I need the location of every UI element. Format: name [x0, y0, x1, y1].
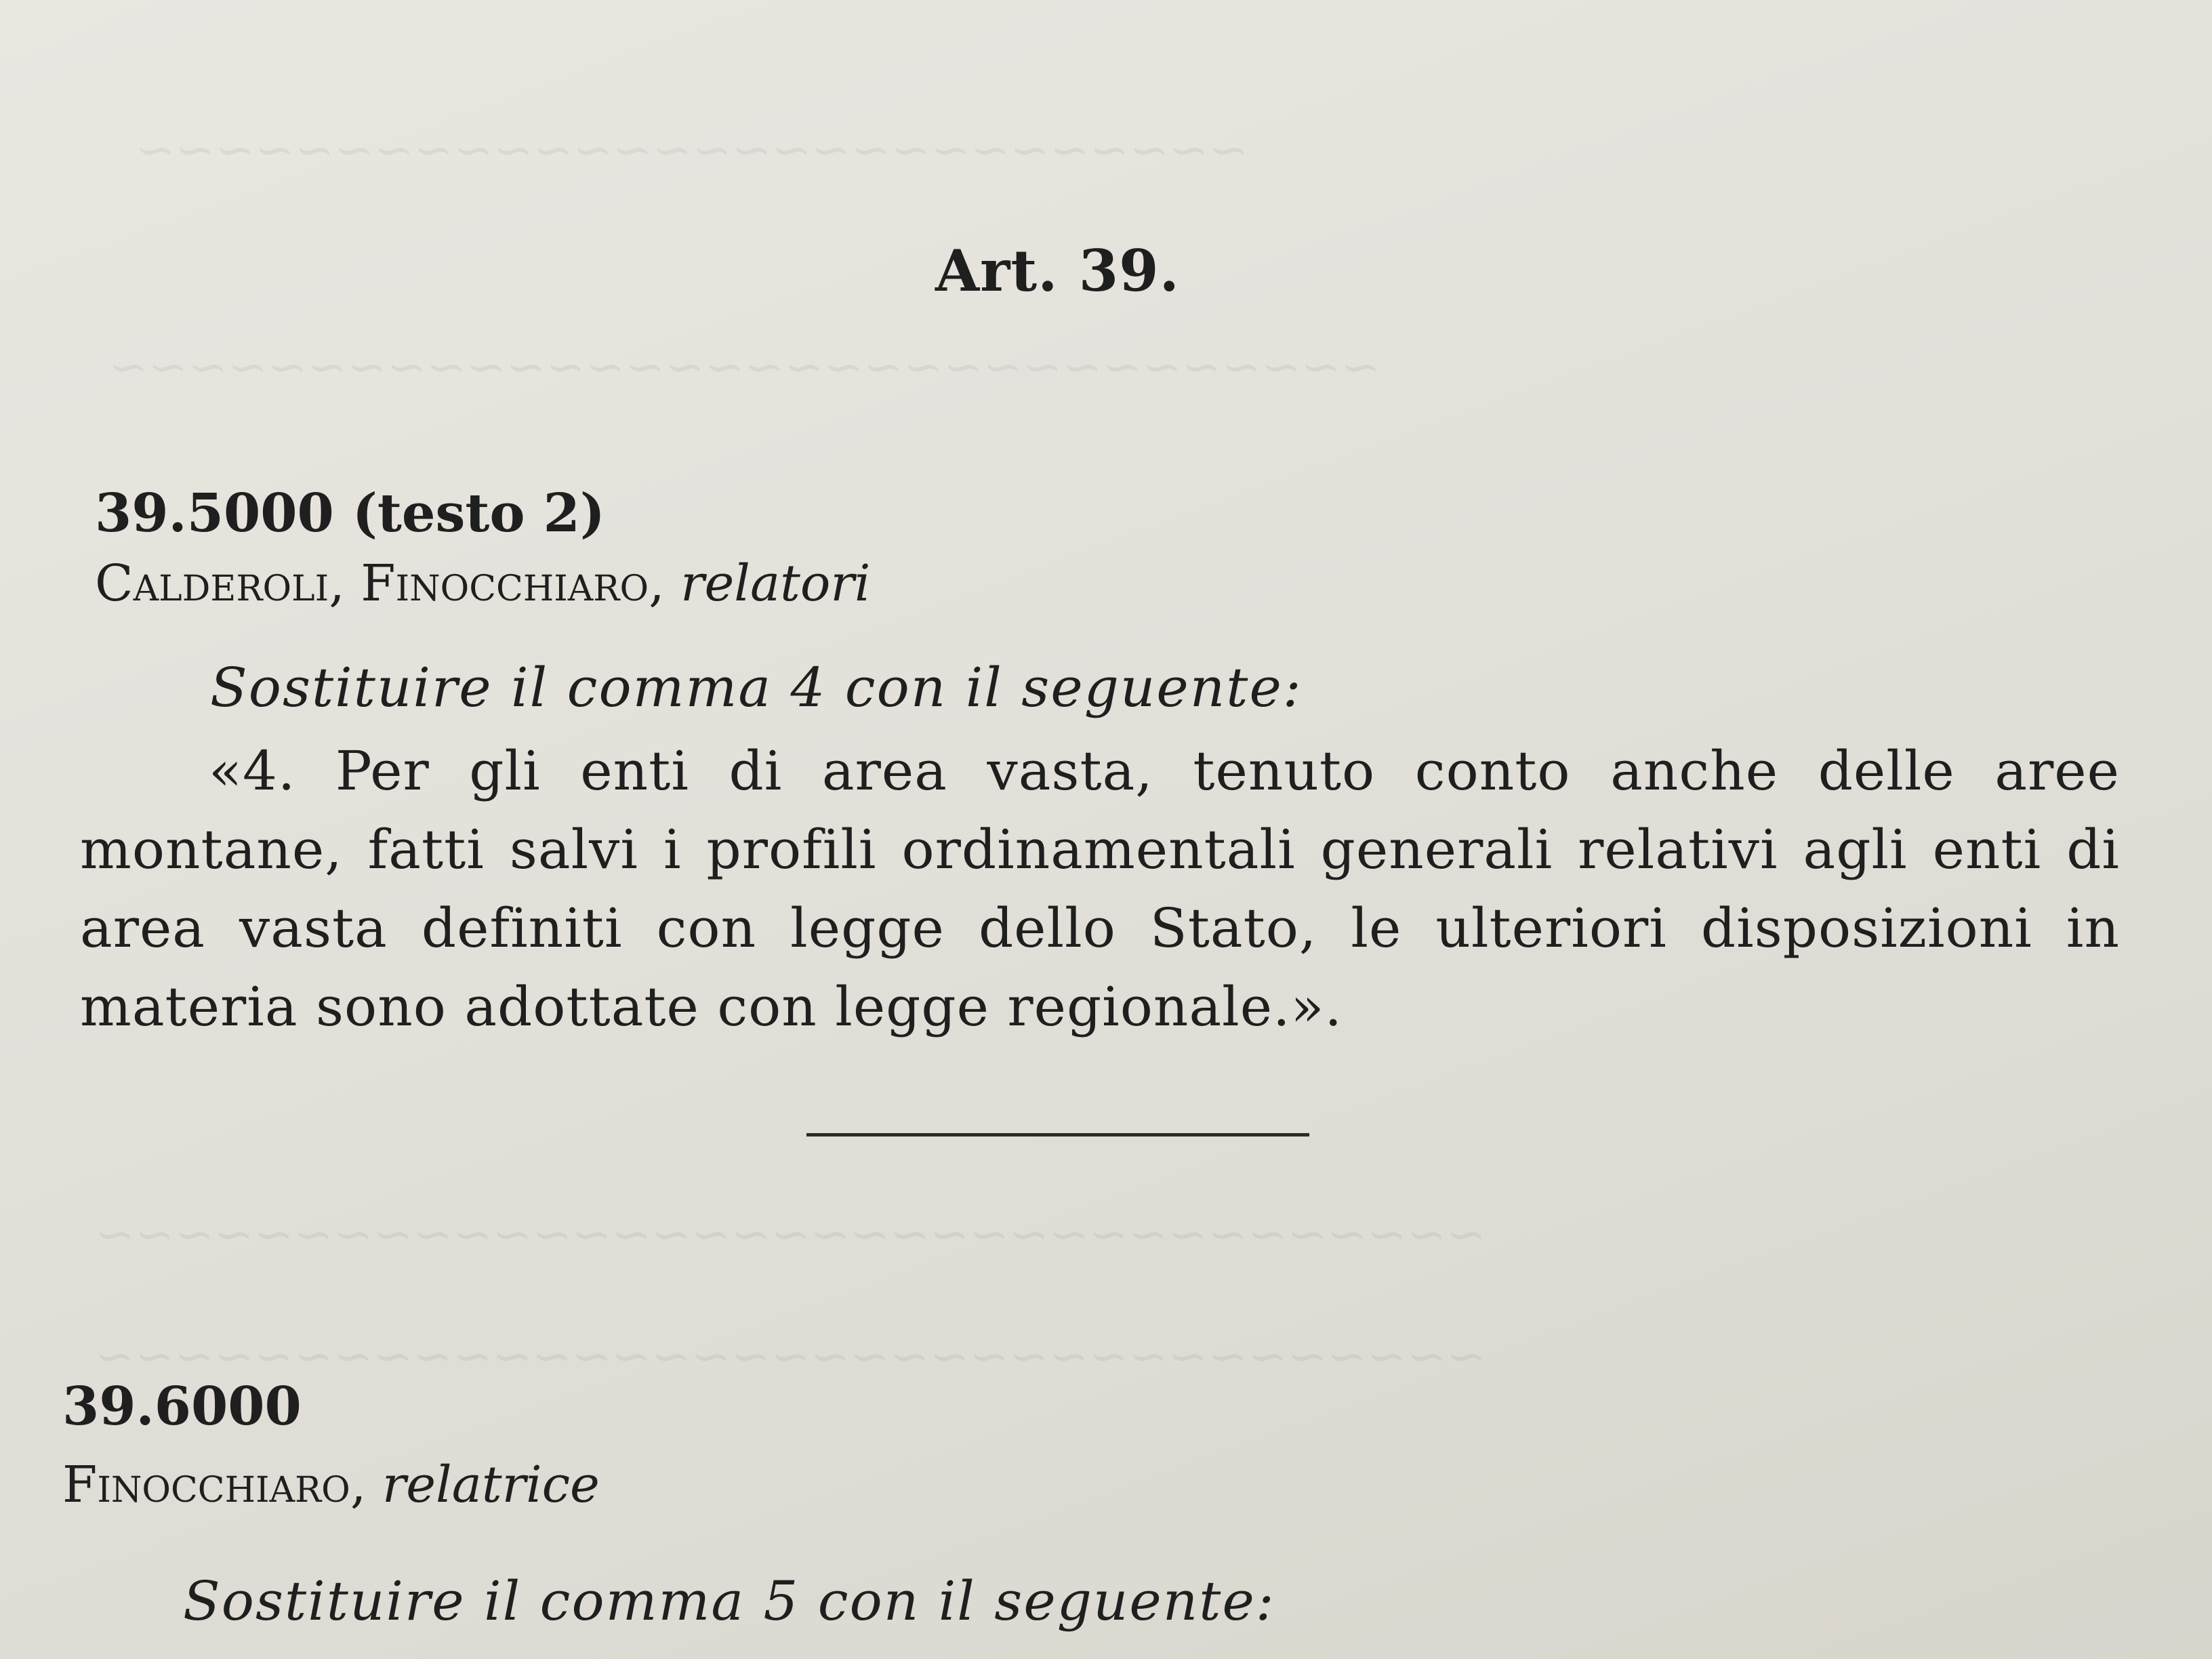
- show-through-text: ~~~~~~~~~~~~~~~~~~~~~~~~~~~~~~~~: [108, 339, 1380, 394]
- authors-role: relatori: [680, 554, 871, 613]
- amendment-number: 39.6000: [62, 1376, 302, 1437]
- show-through-text: ~~~~~~~~~~~~~~~~~~~~~~~~~~~~~~~~~~~: [95, 1206, 1486, 1262]
- amendment-authors: [95, 554, 870, 613]
- amendment-authors: [62, 1456, 600, 1514]
- authors-role: relatrice: [382, 1456, 600, 1514]
- amendment-instruction: Sostituire il comma 4 con il seguente:: [210, 656, 1303, 719]
- amendment-instruction: Sostituire il comma 5 con il seguente:: [183, 1570, 1275, 1633]
- amendment-text: «4. Per gli enti di area vasta, tenuto conto anche delle aree montane, fatti salvi i profili ordinamentali generali relativi agli enti di area vasta definiti con legge dello Stato, le ulteriori disposizioni in materia sono adottate con legge regionale.».: [80, 739, 2120, 1038]
- section-separator: [806, 1133, 1309, 1136]
- article-title: Art. 39.: [935, 237, 1180, 304]
- authors-names: Finocchiaro,: [62, 1456, 367, 1514]
- show-through-text: ~~~~~~~~~~~~~~~~~~~~~~~~~~~~: [136, 122, 1249, 178]
- authors-names: Calderoli, Finocchiaro,: [95, 554, 665, 613]
- amendment-number: 39.5000 (testo 2): [95, 483, 605, 544]
- show-through-text: ~~~~~~~~~~~~~~~~~~~~~~~~~~~~~~~~~~~: [95, 1328, 1486, 1384]
